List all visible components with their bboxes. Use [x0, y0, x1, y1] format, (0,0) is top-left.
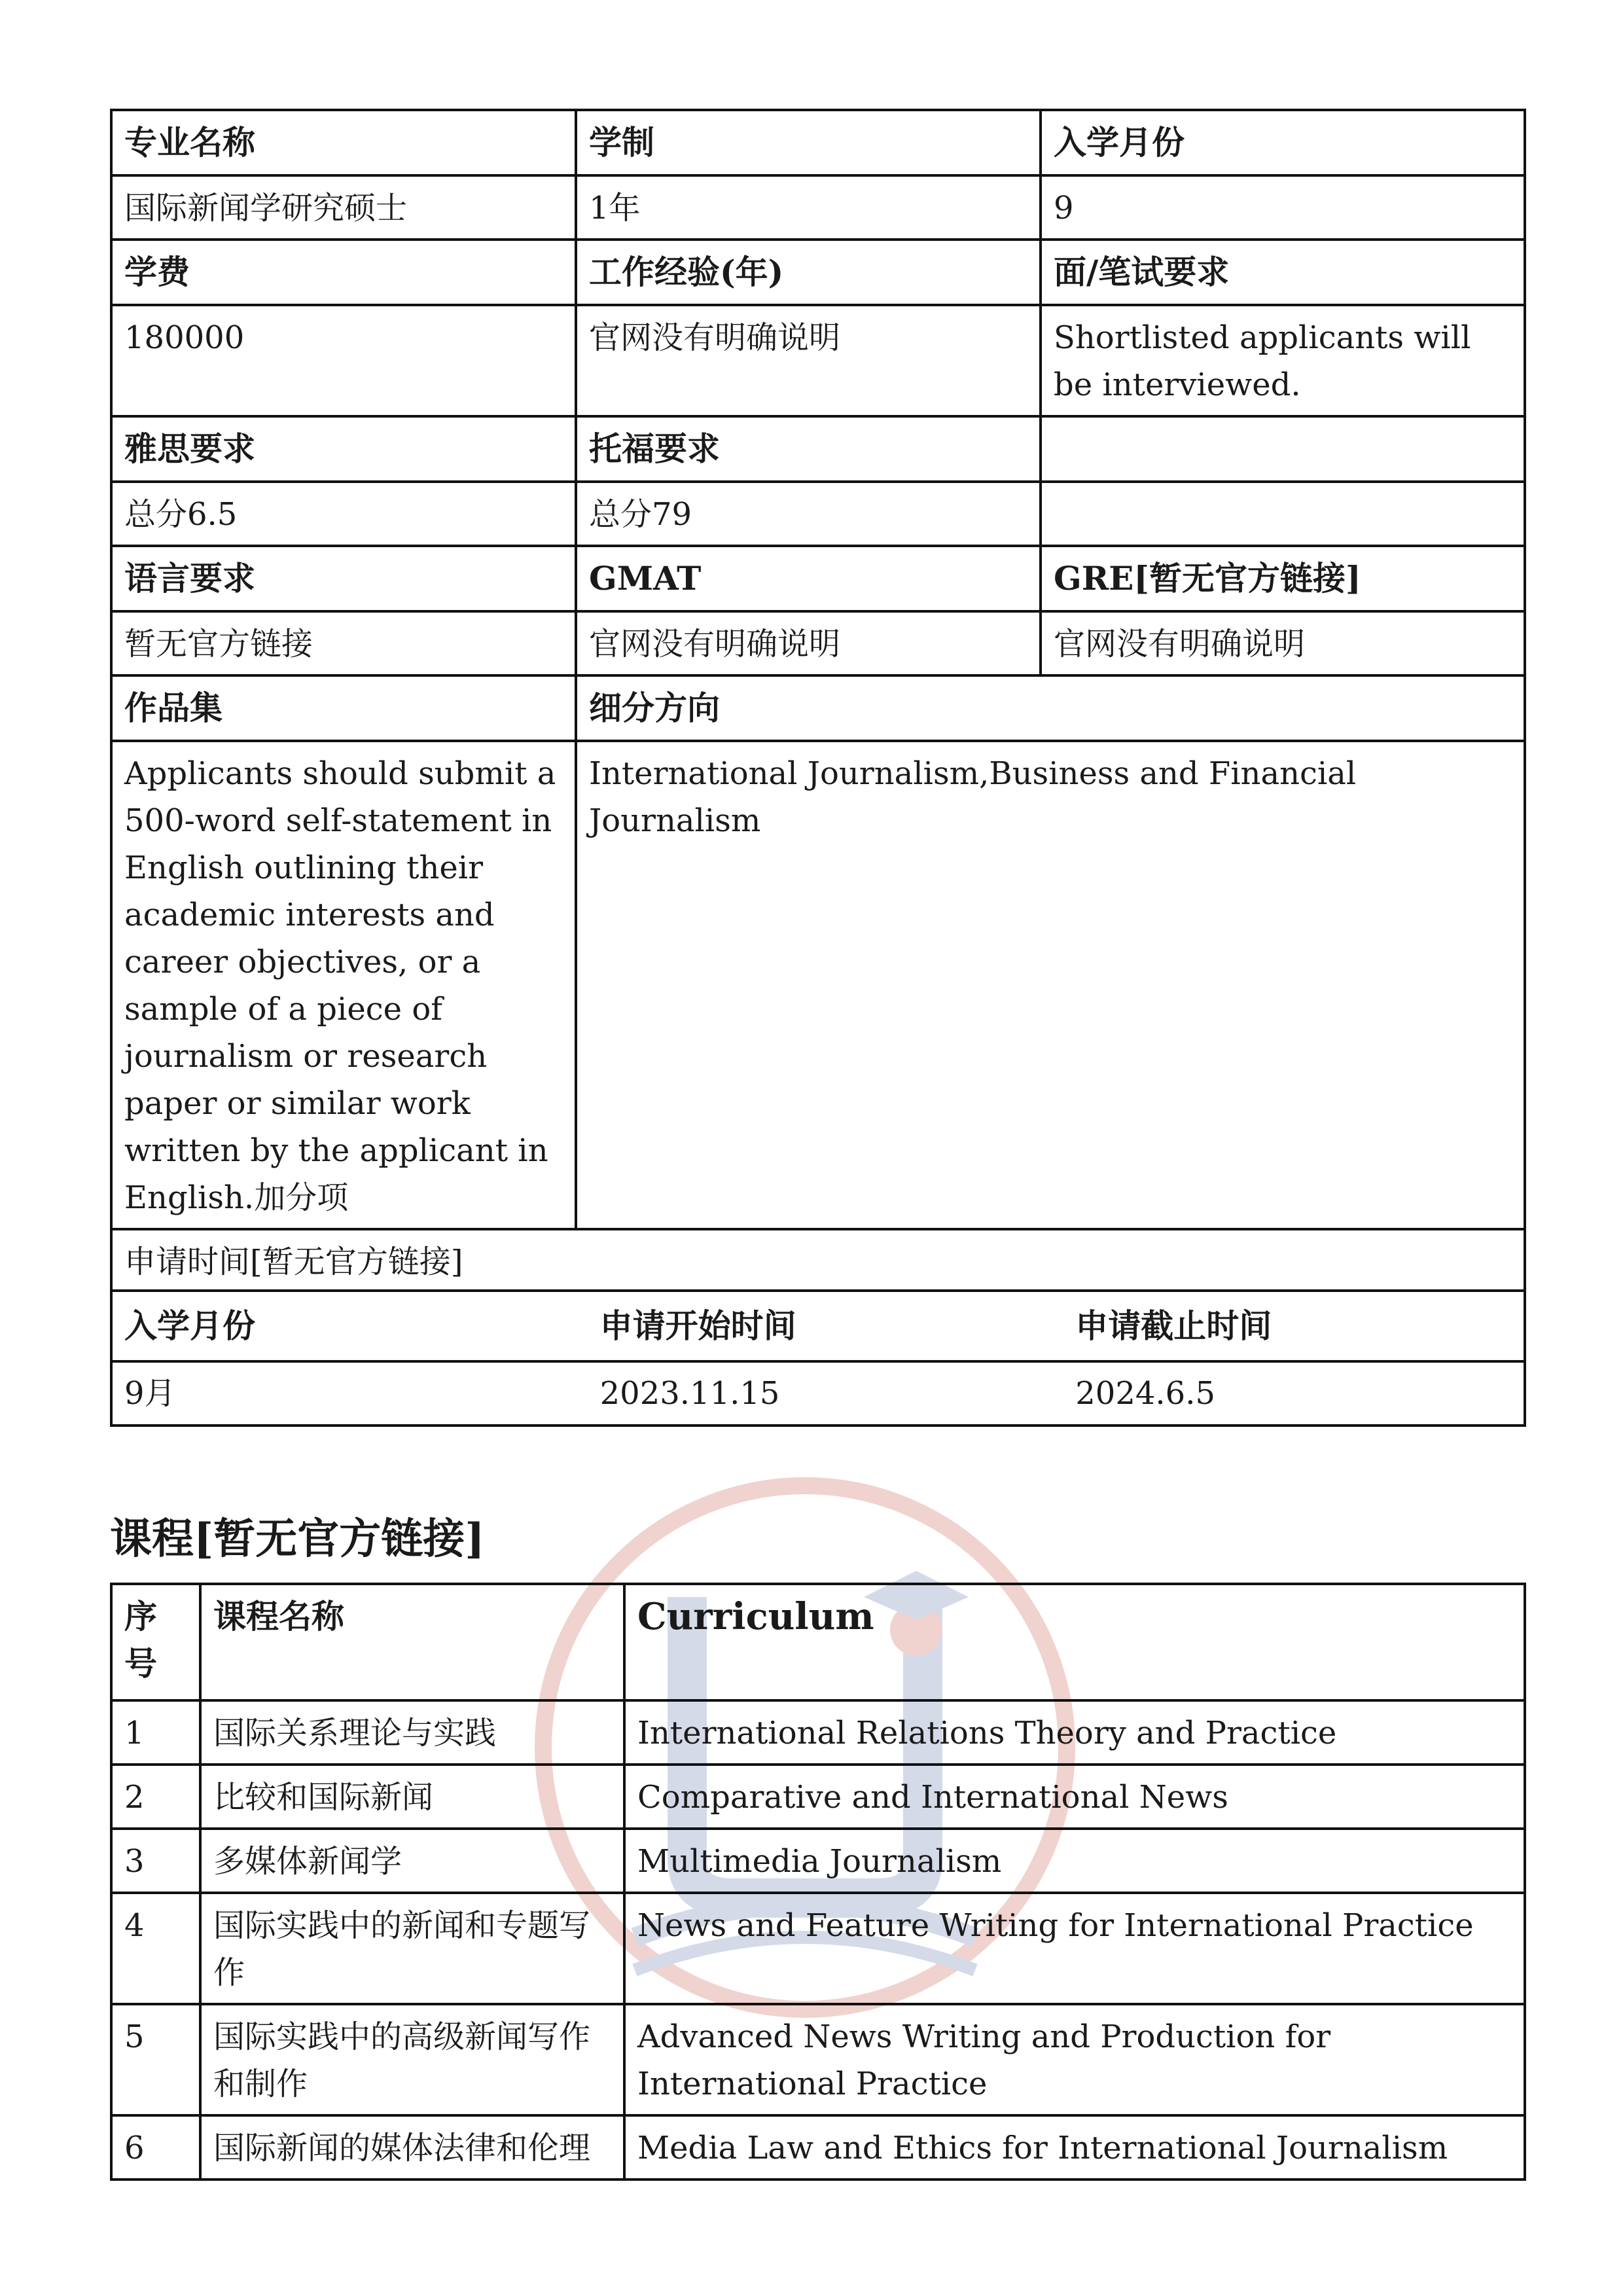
course-name: 国际关系理论与实践 — [200, 1700, 624, 1765]
course-name: 国际实践中的新闻和专题写作 — [200, 1893, 624, 2004]
course-index: 3 — [111, 1829, 200, 1893]
app-deadline-label: 申请截止时间 — [1075, 1306, 1272, 1345]
toefl-label: 托福要求 — [576, 416, 1041, 482]
gre-label: GRE[暂无官方链接] — [1041, 546, 1525, 611]
language-value: 暂无官方链接 — [111, 611, 576, 675]
tuition-value: 180000 — [111, 305, 576, 416]
table-row — [111, 1700, 1525, 1765]
course-curriculum: Multimedia Journalism — [624, 1829, 1525, 1893]
empty-cell — [1041, 416, 1525, 482]
course-curriculum: News and Feature Writing for International Practice — [624, 1893, 1525, 2004]
course-curriculum: Comparative and International News — [624, 1765, 1525, 1829]
intake-value: 9 — [1041, 175, 1525, 240]
course-index: 1 — [111, 1700, 200, 1765]
portfolio-value: Applicants should submit a 500-word self-statement in English outlining their academic interests and career objectives, or a sample of a piece of journalism or research paper or similar work written by the applicant in English.加分项 — [111, 741, 576, 1229]
app-start-value: 2023.11.15 — [599, 1375, 780, 1412]
table-row — [111, 2004, 1525, 2115]
app-start-label: 申请开始时间 — [599, 1306, 796, 1345]
course-name: 国际实践中的高级新闻写作和制作 — [200, 2004, 624, 2115]
gmat-label: GMAT — [576, 546, 1041, 611]
interview-label: 面/笔试要求 — [1041, 240, 1525, 305]
tuition-label: 学费 — [111, 240, 576, 305]
ielts-value: 总分6.5 — [111, 482, 576, 546]
ielts-label: 雅思要求 — [111, 416, 576, 482]
empty-cell — [1041, 482, 1525, 546]
course-name: 多媒体新闻学 — [200, 1829, 624, 1893]
table-row — [111, 1893, 1525, 2004]
work-exp-value: 官网没有明确说明 — [576, 305, 1041, 416]
app-deadline-value: 2024.6.5 — [1075, 1375, 1215, 1412]
courses-table — [110, 1583, 1526, 2181]
course-index: 4 — [111, 1893, 200, 2004]
gmat-value: 官网没有明确说明 — [576, 611, 1041, 675]
table-row — [111, 2115, 1525, 2179]
specialization-label: 细分方向 — [576, 675, 1525, 741]
course-curriculum: Advanced News Writing and Production for International Practice — [624, 2004, 1525, 2115]
application-time-header — [113, 1292, 1524, 1363]
course-name: 比较和国际新闻 — [200, 1765, 624, 1829]
courses-section-title: 课程[暂无官方链接] — [110, 1515, 485, 1564]
course-curriculum-header: Curriculum — [624, 1584, 1525, 1700]
work-exp-label: 工作经验(年) — [576, 240, 1041, 305]
course-index: 5 — [111, 2004, 200, 2115]
course-index: 2 — [111, 1765, 200, 1829]
course-name: 国际新闻的媒体法律和伦理 — [200, 2115, 624, 2179]
major-value: 国际新闻学研究硕士 — [111, 175, 576, 240]
course-index-header: 序号 — [111, 1584, 200, 1700]
gre-value: 官网没有明确说明 — [1041, 611, 1525, 675]
table-row — [111, 1829, 1525, 1893]
toefl-value: 总分79 — [576, 482, 1041, 546]
duration-value: 1年 — [576, 175, 1041, 240]
interview-value: Shortlisted applicants will be interviewed. — [1041, 305, 1525, 416]
course-curriculum: International Relations Theory and Practice — [624, 1700, 1525, 1765]
portfolio-label: 作品集 — [111, 675, 576, 741]
course-name-header: 课程名称 — [200, 1584, 624, 1700]
application-time-title: 申请时间[暂无官方链接] — [113, 1230, 1524, 1292]
application-time-values — [113, 1363, 1524, 1424]
course-index: 6 — [111, 2115, 200, 2179]
specialization-value: International Journalism,Business and Financial Journalism — [576, 741, 1525, 1229]
app-intake-label: 入学月份 — [124, 1306, 255, 1345]
program-info-table — [110, 109, 1526, 1427]
table-row — [111, 1765, 1525, 1829]
application-time-section — [111, 1229, 1525, 1426]
app-intake-value: 9月 — [124, 1375, 176, 1412]
duration-label: 学制 — [576, 110, 1041, 175]
course-curriculum: Media Law and Ethics for International Journalism — [624, 2115, 1525, 2179]
major-label: 专业名称 — [111, 110, 576, 175]
language-label: 语言要求 — [111, 546, 576, 611]
intake-label: 入学月份 — [1041, 110, 1525, 175]
